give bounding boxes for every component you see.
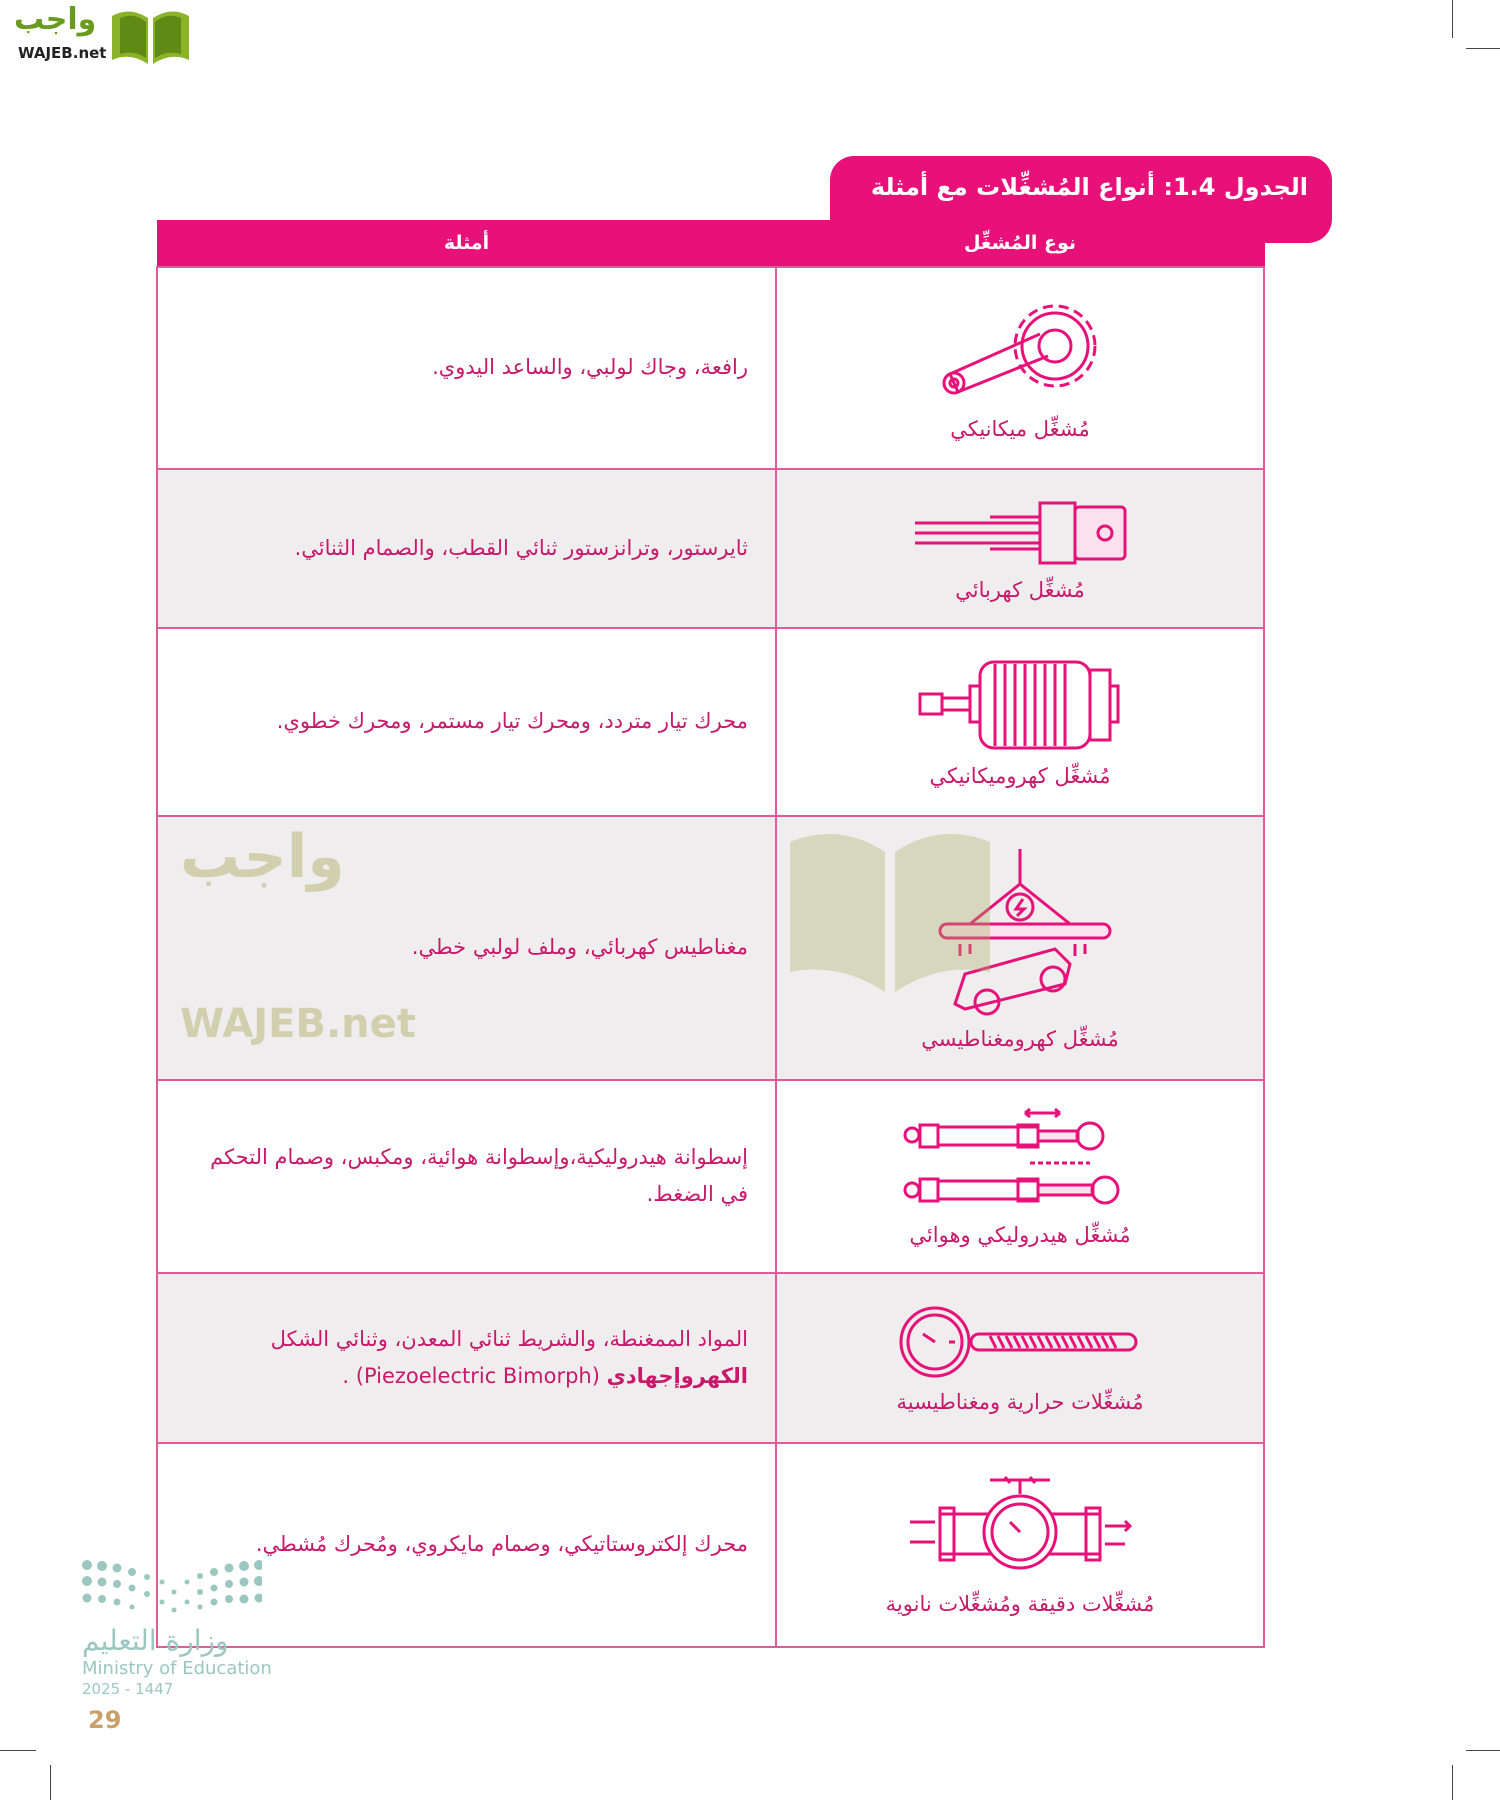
table-row	[157, 1080, 1264, 1273]
gear-crank-icon	[930, 294, 1110, 409]
table-row	[157, 1443, 1264, 1647]
type-label: مُشغِّل هيدروليكي وهوائي	[909, 1223, 1131, 1247]
actuators-table	[156, 220, 1265, 1648]
thermometer-gauge-icon	[895, 1302, 1145, 1382]
wajeb-logo	[8, 4, 193, 66]
logo-arabic: واجب	[14, 2, 97, 37]
ministry-logo	[82, 1560, 272, 1698]
crop-mark	[1452, 0, 1453, 38]
table-row	[157, 469, 1264, 628]
watermark-arabic: واجب	[180, 822, 345, 892]
examples-text: محرك إلكتروستاتيكي، وصمام مايكروي، ومُحرك مُشطي.	[157, 1443, 776, 1647]
type-label: مُشغِّل كهروميكانيكي	[929, 763, 1111, 788]
crop-mark	[50, 1765, 51, 1800]
ministry-dots-icon	[82, 1560, 262, 1620]
electromagnet-car-icon	[925, 844, 1115, 1019]
ministry-arabic: وزارة التعليم	[82, 1624, 229, 1657]
crop-mark	[1466, 48, 1500, 49]
type-label: مُشغِّل كهربائي	[955, 577, 1085, 602]
book-icon	[108, 4, 193, 66]
academic-year: 2025 - 1447	[82, 1680, 174, 1698]
examples-english-term: (Piezoelectric Bimorph) .	[342, 1363, 607, 1388]
transistor-icon	[910, 495, 1130, 570]
header-examples: أمثلة	[157, 221, 776, 267]
examples-text: إسطوانة هيدروليكية،وإسطوانة هوائية، ومكبس، وصمام التحكم في الضغط.	[157, 1080, 776, 1273]
type-label: مُشغِّلات دقيقة ومُشغِّلات نانوية	[885, 1591, 1155, 1616]
table-row	[157, 628, 1264, 816]
watermark-latin: WAJEB.net	[180, 1001, 416, 1047]
table-title: الجدول 1.4: أنواع المُشغِّلات مع أمثلة	[830, 156, 1332, 243]
examples-text: ثايرستور، وترانزستور ثنائي القطب، والصمام الثنائي.	[157, 469, 776, 628]
valve-gauge-icon	[905, 1474, 1135, 1584]
crop-mark	[1452, 1765, 1453, 1800]
examples-bold-term: الكهروإجهادي	[606, 1363, 748, 1388]
crop-mark	[1466, 1750, 1500, 1751]
crop-mark	[0, 1750, 36, 1751]
type-label: مُشغِّلات حرارية ومغناطيسية	[896, 1389, 1144, 1414]
hydraulic-cylinder-icon	[900, 1105, 1140, 1215]
examples-text	[157, 1273, 776, 1443]
examples-text: رافعة، وجاك لولبي، والساعد اليدوي.	[157, 267, 776, 469]
examples-text: مغناطيس كهربائي، وملف لولبي خطي.	[157, 816, 776, 1080]
table-row	[157, 267, 1264, 469]
table-row	[157, 816, 1264, 1080]
page-number: 29	[88, 1706, 122, 1734]
table-row	[157, 1273, 1264, 1443]
type-label: مُشغِّل ميكانيكي	[950, 417, 1090, 441]
examples-text: محرك تيار متردد، ومحرك تيار مستمر، ومحرك خطوي.	[157, 628, 776, 816]
header-type: نوع المُشغِّل	[776, 221, 1264, 267]
examples-line: المواد الممغنطة، والشريط ثنائي المعدن، وثنائي الشكل	[270, 1326, 748, 1351]
ministry-english: Ministry of Education	[82, 1658, 272, 1679]
type-label: مُشغِّل كهرومغناطيسي	[921, 1027, 1119, 1051]
motor-icon	[915, 656, 1125, 756]
logo-latin: WAJEB.net	[18, 44, 107, 62]
